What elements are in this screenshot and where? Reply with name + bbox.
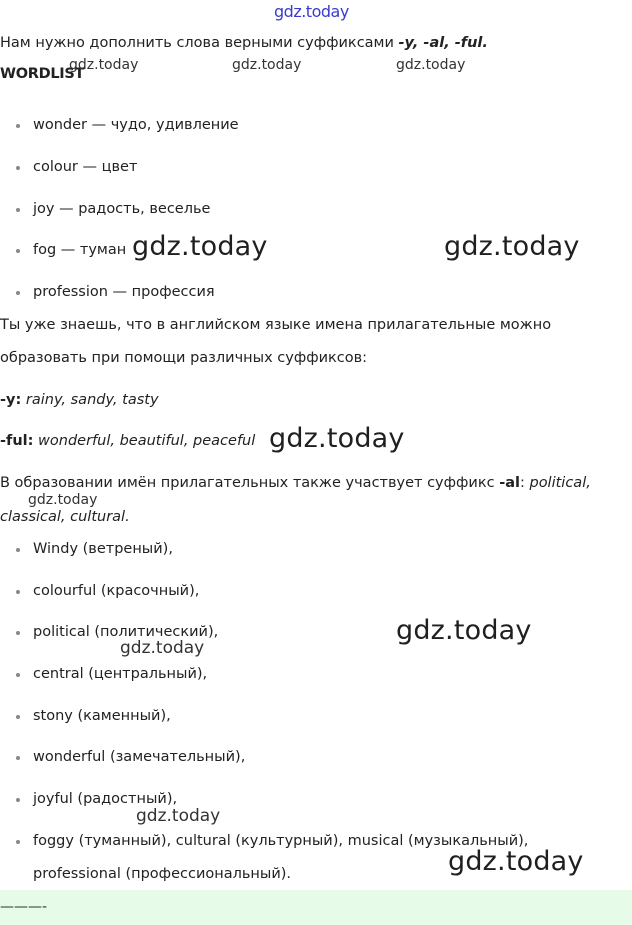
bullet-icon	[16, 840, 20, 844]
y-suffix-label: -y:	[0, 392, 22, 408]
al-suffix-line	[0, 473, 591, 493]
bullet-icon	[16, 715, 20, 719]
bullet-icon	[16, 548, 20, 552]
watermark: gdz.today	[448, 846, 584, 877]
al-suffix-text: В образовании имён прилагательных также участвует суффикс	[0, 475, 495, 491]
al-suffix-line-2: classical, cultural.	[0, 509, 130, 525]
bullet-icon	[16, 756, 20, 760]
bullet-icon	[16, 208, 20, 212]
watermark: gdz.today	[269, 423, 405, 454]
bullet-icon	[16, 590, 20, 594]
wordlist-heading: WORDLIST	[0, 66, 85, 82]
bullet-icon	[16, 166, 20, 170]
intro-sentence: Нам нужно дополнить слова верными суффиксами	[0, 35, 394, 51]
footer-dashes: ———-	[0, 899, 48, 915]
bullet-icon	[16, 291, 20, 295]
ful-suffix-examples: wonderful, beautiful, peaceful	[38, 433, 256, 449]
watermark: gdz.today	[396, 57, 466, 73]
watermark: gdz.today	[28, 492, 98, 508]
watermark: gdz.today	[396, 615, 532, 646]
watermark: gdz.today	[232, 57, 302, 73]
footer-band	[0, 890, 632, 925]
al-suffix-colon: :	[519, 475, 525, 491]
al-suffix-examples-1: political,	[529, 475, 591, 491]
watermark: gdz.today	[120, 638, 205, 658]
y-suffix-line	[0, 390, 159, 410]
intro-suffixes: -y, -al, -ful.	[398, 35, 488, 51]
watermark: gdz.today	[136, 806, 221, 826]
intro-text	[0, 33, 488, 53]
ful-suffix-line	[0, 431, 255, 451]
bullet-icon	[16, 249, 20, 253]
bullet-icon	[16, 124, 20, 128]
watermark: gdz.today	[132, 231, 268, 262]
explanation-line-1: Ты уже знаешь, что в английском языке имена прилагательные можно	[0, 317, 552, 333]
al-suffix-label: -al	[499, 475, 520, 491]
site-logo[interactable]: gdz.today	[274, 2, 349, 21]
watermark: gdz.today	[69, 57, 139, 73]
bullet-icon	[16, 631, 20, 635]
bullet-icon	[16, 673, 20, 677]
bullet-icon	[16, 798, 20, 802]
y-suffix-examples: rainy, sandy, tasty	[25, 392, 159, 408]
ful-suffix-label: -ful:	[0, 433, 34, 449]
watermark: gdz.today	[444, 231, 580, 262]
explanation-line-2: образовать при помощи различных суффиксов:	[0, 350, 368, 366]
